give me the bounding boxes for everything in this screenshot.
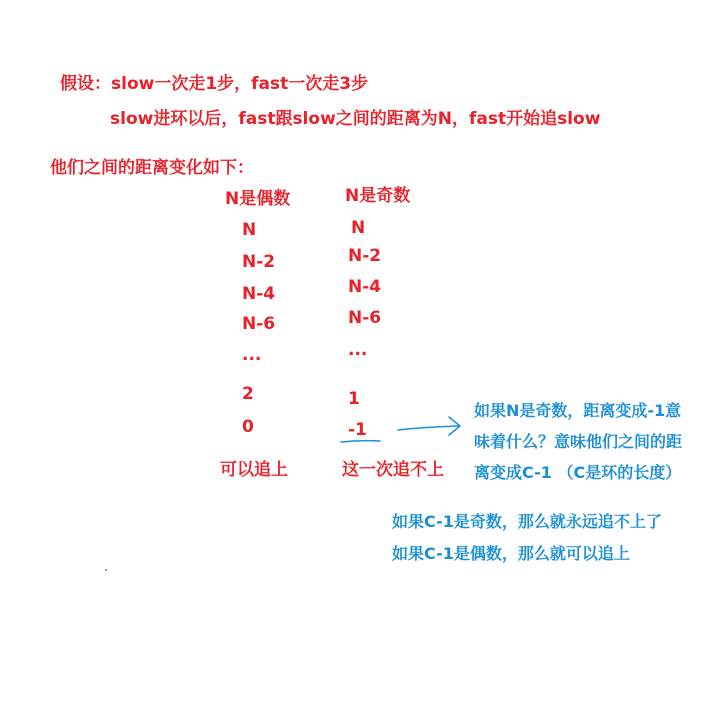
odd-step: N-2 — [348, 246, 382, 266]
case-odd-text: 如果C-1是奇数，那么就永远追不上了 — [392, 512, 662, 531]
note-line-2: 味着什么？意味他们之间的距 — [474, 432, 683, 451]
assumption-text: 假设：slow一次走1步，fast一次走3步 — [60, 74, 369, 94]
note-line-1: 如果N是奇数，距离变成-1意 — [474, 401, 682, 420]
even-step: 2 — [242, 384, 254, 404]
case-even-text: 如果C-1是偶数，那么就可以追上 — [392, 544, 630, 563]
odd-step: -1 — [348, 420, 367, 440]
even-column-title: N是偶数 — [225, 189, 291, 209]
odd-step: N-6 — [348, 308, 382, 328]
odd-step: N-4 — [348, 277, 382, 297]
even-step: N — [242, 220, 257, 240]
note-line-3: 离变成C-1 （C是环的长度） — [474, 463, 682, 482]
even-step: N-4 — [242, 284, 276, 304]
even-step: 0 — [242, 417, 254, 437]
even-step: ... — [242, 345, 262, 365]
even-conclusion: 可以追上 — [220, 460, 288, 480]
arrow-shaft — [398, 426, 458, 430]
odd-column-title: N是奇数 — [345, 186, 411, 206]
setup-text: slow进环以后，fast跟slow之间的距离为N，fast开始追slow — [110, 109, 601, 129]
odd-step: ... — [348, 340, 368, 360]
stray-dot — [105, 569, 107, 571]
even-step: N-2 — [242, 252, 276, 272]
odd-conclusion: 这一次追不上 — [342, 460, 444, 480]
odd-step: N — [351, 218, 366, 238]
intro-text: 他们之间的距离变化如下： — [50, 158, 254, 178]
odd-step: 1 — [348, 389, 360, 409]
underline-stroke — [341, 441, 380, 442]
even-step: N-6 — [242, 314, 276, 334]
